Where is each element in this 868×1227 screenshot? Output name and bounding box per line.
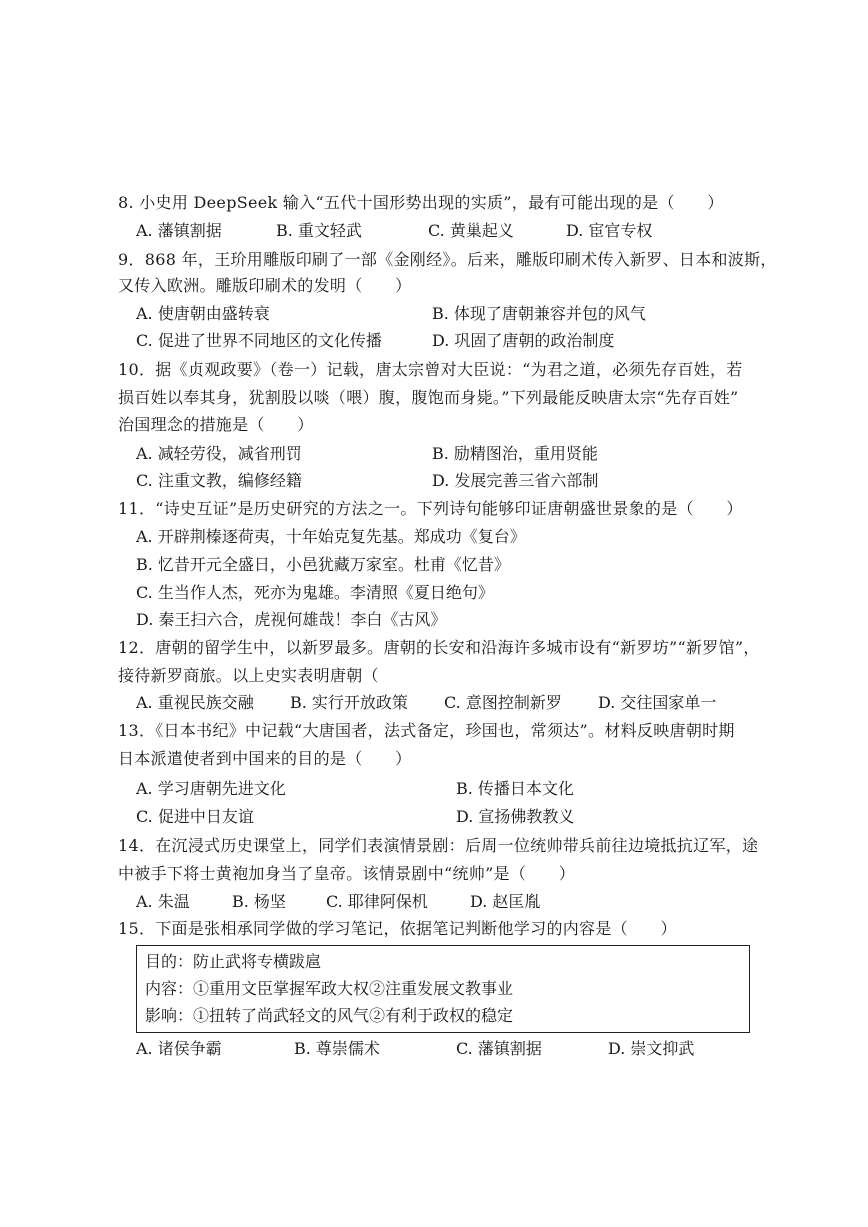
question-15-option-a[interactable]: A. 诸侯争霸: [136, 1039, 222, 1058]
question-9-option-a[interactable]: A. 使唐朝由盛转衰: [136, 304, 270, 323]
note-impact: 影响：①扭转了尚武轻文的风气②有利于政权的稳定: [145, 1006, 514, 1025]
question-14-option-d[interactable]: D. 赵匡胤: [470, 892, 541, 911]
question-9-stem-line-2: 又传入欧洲。雕版印刷术的发明（ ）: [118, 276, 412, 295]
question-14-option-a[interactable]: A. 朱温: [136, 892, 190, 911]
question-12-stem-line-1: 12．唐朝的留学生中，以新罗最多。唐朝的长安和沿海许多城市设有“新罗坊”“新罗馆”，: [118, 638, 760, 657]
question-15-option-c[interactable]: C. 藩镇割据: [456, 1039, 542, 1058]
question-9-option-b[interactable]: B. 体现了唐朝兼容并包的风气: [432, 304, 646, 323]
question-8-option-d[interactable]: D. 宦官专权: [566, 221, 653, 240]
question-11-stem: 11．“诗史互证”是历史研究的方法之一。下列诗句能够印证唐朝盛世景象的是（ ）: [118, 499, 743, 518]
question-12-option-a[interactable]: A. 重视民族交融: [136, 693, 254, 712]
question-12-option-d[interactable]: D. 交往国家单一: [598, 693, 717, 712]
question-9-option-c[interactable]: C. 促进了世界不同地区的文化传播: [136, 331, 382, 350]
question-15-stem: 15．下面是张相承同学做的学习笔记，依据笔记判断他学习的内容是（ ）: [118, 919, 677, 938]
question-14-option-c[interactable]: C. 耶律阿保机: [326, 892, 428, 911]
question-9-stem-line-1: 9．868 年，王玠用雕版印刷了一部《金刚经》。后来，雕版印刷术传入新罗、日本和波斯，: [118, 250, 777, 269]
question-10-stem-line-3: 治国理念的措施是（ ）: [118, 415, 314, 434]
question-15-option-d[interactable]: D. 崇文抑武: [608, 1039, 695, 1058]
question-10-stem-line-1: 10．据《贞观政要》（卷一）记载，唐太宗曾对大臣说：“为君之道，必须先存百姓，若: [118, 360, 743, 379]
question-13-stem-line-2: 日本派遣使者到中国来的目的是（ ）: [118, 749, 412, 768]
question-11-option-c[interactable]: C. 生当作人杰，死亦为鬼雄。李清照《夏日绝句》: [136, 583, 494, 602]
question-8-option-b[interactable]: B. 重文轻武: [276, 221, 362, 240]
question-13-option-a[interactable]: A. 学习唐朝先进文化: [136, 779, 286, 798]
question-9-option-d[interactable]: D. 巩固了唐朝的政治制度: [432, 331, 615, 350]
question-12-stem-line-2: 接待新罗商旅。以上史实表明唐朝（: [118, 666, 379, 685]
note-content: 内容：①重用文臣掌握军政大权②注重发展文教事业: [145, 979, 514, 998]
question-15-option-b[interactable]: B. 尊崇儒术: [294, 1039, 380, 1058]
study-notes-box: [136, 945, 750, 1033]
question-14-option-b[interactable]: B. 杨坚: [232, 892, 286, 911]
note-purpose: 目的：防止武将专横跋扈: [145, 952, 322, 971]
question-11-option-d[interactable]: D. 秦王扫六合，虎视何雄哉！李白《古风》: [136, 610, 447, 629]
question-13-option-d[interactable]: D. 宣扬佛教教义: [456, 807, 575, 826]
question-14-stem-line-1: 14．在沉浸式历史课堂上，同学们表演情景剧：后周一位统帅带兵前往边境抵抗辽军，途: [118, 836, 759, 855]
question-10-option-a[interactable]: A. 减轻劳役，减省刑罚: [136, 444, 302, 463]
question-10-option-d[interactable]: D. 发展完善三省六部制: [432, 471, 599, 490]
question-11-option-a[interactable]: A. 开辟荆榛逐荷夷，十年始克复先基。郑成功《复台》: [136, 527, 526, 546]
question-13-stem-line-1: 13．《日本书纪》中记载“大唐国者，法式备定，珍国也，常须达”。材料反映唐朝时期: [118, 721, 735, 740]
question-8-option-a[interactable]: A. 藩镇割据: [136, 221, 222, 240]
question-10-option-b[interactable]: B. 励精图治，重用贤能: [432, 444, 598, 463]
question-13-option-c[interactable]: C. 促进中日友谊: [136, 807, 254, 826]
question-10-stem-line-2: 损百姓以奉其身，犹割股以啖（喂）腹，腹饱而身毙。”下列最能反映唐太宗“先存百姓”: [118, 388, 739, 407]
question-12-option-b[interactable]: B. 实行开放政策: [290, 693, 408, 712]
question-12-option-c[interactable]: C. 意图控制新罗: [444, 693, 562, 712]
question-8-stem: 8. 小史用 DeepSeek 输入“五代十国形势出现的实质”，最有可能出现的是（ ）: [118, 193, 724, 212]
question-11-option-b[interactable]: B. 忆昔开元全盛日，小邑犹藏万家室。杜甫《忆昔》: [136, 555, 510, 574]
question-8-option-c[interactable]: C. 黄巢起义: [428, 221, 514, 240]
question-13-option-b[interactable]: B. 传播日本文化: [456, 779, 574, 798]
question-10-option-c[interactable]: C. 注重文教，编修经籍: [136, 471, 302, 490]
question-14-stem-line-2: 中被手下将士黄袍加身当了皇帝。该情景剧中“统帅”是（ ）: [118, 864, 576, 883]
